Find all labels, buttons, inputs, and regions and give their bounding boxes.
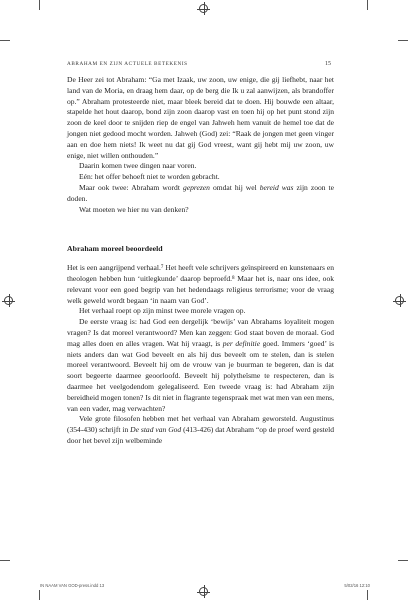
paragraph: Het verhaal roept op zijn minst twee morele vragen op. <box>79 306 246 316</box>
crop-mark <box>39 0 40 10</box>
crop-mark <box>0 560 10 561</box>
registration-mark-icon <box>4 296 13 305</box>
paragraph: Wat moeten we hier nu van denken? <box>79 204 189 214</box>
paragraph: Eén: het offer behoeft niet te worden gebracht. <box>79 172 220 182</box>
crop-mark <box>398 40 408 41</box>
paragraph: Daarin komen twee dingen naar voren. <box>79 161 197 171</box>
date-info: 5/02/16 12:10 <box>344 583 370 588</box>
crop-mark <box>0 40 10 41</box>
crop-mark <box>367 0 368 10</box>
print-slug <box>40 583 370 588</box>
paragraph: De eerste vraag is: had God een dergelijk ‘bewijs’ van Abrahams loyaliteit mogen vragen? Is dat moreel verantwoord? Men kan zeggen: God staat boven de moraal. God mag alles doen en alles vragen. Wat hij vraagt, is per definitie goed. Immers ‘goed’ is niets anders dan wat God beveelt en als hij dus beveelt om te stelen, dan is stelen moreel verantwoord. Beveelt hij om de vrouw van je buurman te begeren, dan is dat soort begeerte daarmee geoorloofd. Beveelt hij polytheïsme te respecteren, dan is daarmee het veelgodendom gelegaliseerd. Een tweede vraag is: had Abraham zijn bereidheid mogen tonen? Is dit niet in flagrante tegenspraak met wat men van een mens, van een vader, mag verwachten? <box>67 317 334 413</box>
crop-mark <box>367 590 368 600</box>
running-header <box>67 61 331 67</box>
book-title: De stad van God <box>130 425 182 435</box>
paragraph: De Heer zei tot Abraham: “Ga met Izaak, uw zoon, uw enige, die gij liefhebt, naar het land van de Moria, en draag hem daar, op de berg die Ik u zal aanwijzen, als brandoffer op.” Abraham protesteerde niet, maar bleek bereid dat te doen. Hij bouwde een altaar, stapelde het hout daarop, bond zijn zoon daarop vast en toen hij op het punt stond zijn zoon de keel door te snijden riep de engel van Jahweh hem vanuit de hemel toe dat de jongen niet gedood mocht worden. Jahweh (God) zei: “Raak de jongen met geen vinger aan en doe hem niets! Ik weet nu dat gij God vreest, want gij hebt mij uw zoon, uw enige, niet willen onthouden.” <box>67 75 334 160</box>
paragraph: Het is een aangrijpend verhaal.⁷ Het heeft vele schrijvers geïnspireerd en kunstenaars en theologen hebben hun ‘uitlegkunde’ daarop beproefd.⁸ Maar het is, naar ons idee, ook relevant voor een goed begrip van het hedendaags religieus terrorisme; voor de vraag welk geweld wordt begaan ‘in naam van God’. <box>67 263 334 305</box>
registration-mark-icon <box>199 4 208 13</box>
crop-mark <box>398 560 408 561</box>
registration-mark-icon <box>199 587 208 596</box>
page-number: 15 <box>325 61 331 67</box>
body-text <box>67 75 334 447</box>
file-info: IN NAAM VAN GOD-press.indd 13 <box>40 583 105 588</box>
paragraph: Vele grote filosofen hebben met het verhaal van Abraham geworsteld. Augustinus (354-430) schrijft in De stad van God (413-426) dat Abraham “op de proef werd gesteld door het bevel zijn welbeminde <box>67 414 334 445</box>
crop-mark <box>39 590 40 600</box>
registration-mark-icon <box>395 296 404 305</box>
section-heading: Abraham moreel beoordeeld <box>67 244 163 254</box>
running-title: ABRAHAM EN ZIJN ACTUELE BETEKENIS <box>67 61 188 67</box>
emphasis: geprezen <box>182 182 210 192</box>
emphasis: per definitie <box>222 338 261 348</box>
emphasis: bereid was <box>259 182 294 192</box>
paragraph: Maar ook twee: Abraham wordt geprezen omdat hij wel bereid was zijn zoon te doden. <box>67 182 334 203</box>
